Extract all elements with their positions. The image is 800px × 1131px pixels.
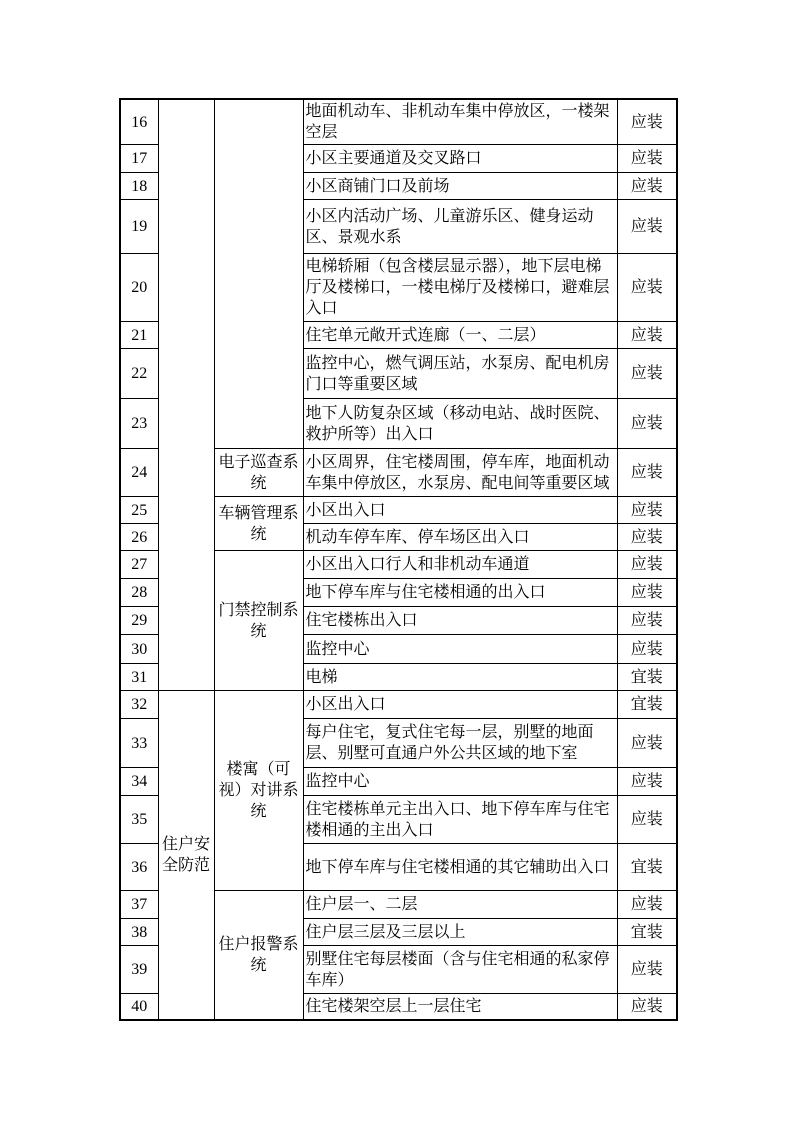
description-cell: 小区周界，住宅楼周围，停车库，地面机动车集中停放区，水泵房、配电间等重要区域 — [303, 449, 617, 497]
status-cell: 应装 — [617, 891, 677, 919]
status-cell: 应装 — [617, 497, 677, 524]
description-cell: 电梯 — [303, 664, 617, 691]
system-cell-vehicle: 车辆管理系统 — [214, 497, 303, 551]
status-cell: 应装 — [617, 524, 677, 551]
status-cell: 应装 — [617, 579, 677, 607]
row-number-cell: 25 — [120, 497, 158, 524]
description-cell: 电梯轿厢（包含楼层显示器），地下层电梯厅及楼梯口，一楼电梯厅及楼梯口，避难层入口 — [303, 254, 617, 322]
description-cell: 每户住宅，复式住宅每一层，别墅的地面层、别墅可直通户外公共区域的地下室 — [303, 719, 617, 768]
description-cell: 地面机动车、非机动车集中停放区，一楼架空层 — [303, 99, 617, 145]
row-number-cell: 28 — [120, 579, 158, 607]
status-cell: 宜装 — [617, 664, 677, 691]
status-cell: 应装 — [617, 173, 677, 200]
description-cell: 小区商铺门口及前场 — [303, 173, 617, 200]
row-number-cell: 21 — [120, 322, 158, 349]
description-cell: 地下人防复杂区域（移动电站、战时医院、救护所等）出入口 — [303, 399, 617, 449]
status-cell: 应装 — [617, 349, 677, 399]
row-number-cell: 19 — [120, 200, 158, 254]
description-cell: 监控中心，燃气调压站，水泵房、配电机房门口等重要区域 — [303, 349, 617, 399]
description-cell: 小区出入口 — [303, 497, 617, 524]
row-number-cell: 40 — [120, 994, 158, 1020]
row-number-cell: 23 — [120, 399, 158, 449]
status-cell: 应装 — [617, 551, 677, 579]
category-cell-resident-security: 住户安全防范 — [158, 691, 214, 1020]
status-cell: 应装 — [617, 99, 677, 145]
description-cell: 小区出入口 — [303, 691, 617, 719]
row-number-cell: 29 — [120, 607, 158, 635]
row-number-cell: 38 — [120, 919, 158, 946]
description-cell: 住户层三层及三层以上 — [303, 919, 617, 946]
description-cell: 别墅住宅每层楼面（含与住宅相通的私家停车库） — [303, 946, 617, 994]
row-number-cell: 24 — [120, 449, 158, 497]
description-cell: 机动车停车库、停车场区出入口 — [303, 524, 617, 551]
description-cell: 住宅单元敞开式连廊（一、二层） — [303, 322, 617, 349]
description-cell: 小区出入口行人和非机动车通道 — [303, 551, 617, 579]
description-cell: 住户层一、二层 — [303, 891, 617, 919]
description-cell: 住宅楼栋出入口 — [303, 607, 617, 635]
status-cell: 宜装 — [617, 919, 677, 946]
row-number-cell: 27 — [120, 551, 158, 579]
row-number-cell: 35 — [120, 796, 158, 844]
description-cell: 监控中心 — [303, 768, 617, 796]
status-cell: 应装 — [617, 322, 677, 349]
status-cell: 宜装 — [617, 844, 677, 891]
row-number-cell: 18 — [120, 173, 158, 200]
status-cell: 应装 — [617, 796, 677, 844]
row-number-cell: 33 — [120, 719, 158, 768]
status-cell: 应装 — [617, 994, 677, 1020]
status-cell: 应装 — [617, 254, 677, 322]
system-cell-patrol: 电子巡查系统 — [214, 449, 303, 497]
description-cell: 地下停车库与住宅楼相通的其它辅助出入口 — [303, 844, 617, 891]
status-cell: 应装 — [617, 449, 677, 497]
system-cell-access: 门禁控制系统 — [214, 551, 303, 691]
category-cell-blank — [158, 99, 214, 691]
row-number-cell: 30 — [120, 635, 158, 664]
row-number-cell: 37 — [120, 891, 158, 919]
status-cell: 应装 — [617, 200, 677, 254]
description-cell: 地下停车库与住宅楼相通的出入口 — [303, 579, 617, 607]
description-cell: 住宅楼架空层上一层住宅 — [303, 994, 617, 1020]
status-cell: 应装 — [617, 607, 677, 635]
row-number-cell: 32 — [120, 691, 158, 719]
description-cell: 小区主要通道及交叉路口 — [303, 145, 617, 173]
row-number-cell: 20 — [120, 254, 158, 322]
status-cell: 应装 — [617, 768, 677, 796]
status-cell: 应装 — [617, 719, 677, 768]
row-number-cell: 17 — [120, 145, 158, 173]
row-number-cell: 39 — [120, 946, 158, 994]
description-cell: 住宅楼栋单元主出入口、地下停车库与住宅楼相通的主出入口 — [303, 796, 617, 844]
table-row — [120, 691, 677, 719]
system-cell-intercom: 楼寓（可视）对讲系统 — [214, 691, 303, 891]
description-cell: 监控中心 — [303, 635, 617, 664]
status-cell: 宜装 — [617, 691, 677, 719]
row-number-cell: 34 — [120, 768, 158, 796]
table-row — [120, 99, 677, 145]
system-cell-blank — [214, 99, 303, 449]
row-number-cell: 22 — [120, 349, 158, 399]
description-cell: 小区内活动广场、儿童游乐区、健身运动区、景观水系 — [303, 200, 617, 254]
status-cell: 应装 — [617, 946, 677, 994]
row-number-cell: 16 — [120, 99, 158, 145]
system-cell-alarm: 住户报警系统 — [214, 891, 303, 1020]
status-cell: 应装 — [617, 145, 677, 173]
row-number-cell: 36 — [120, 844, 158, 891]
status-cell: 应装 — [617, 399, 677, 449]
installation-requirements-table — [119, 98, 678, 1021]
row-number-cell: 31 — [120, 664, 158, 691]
status-cell: 应装 — [617, 635, 677, 664]
row-number-cell: 26 — [120, 524, 158, 551]
